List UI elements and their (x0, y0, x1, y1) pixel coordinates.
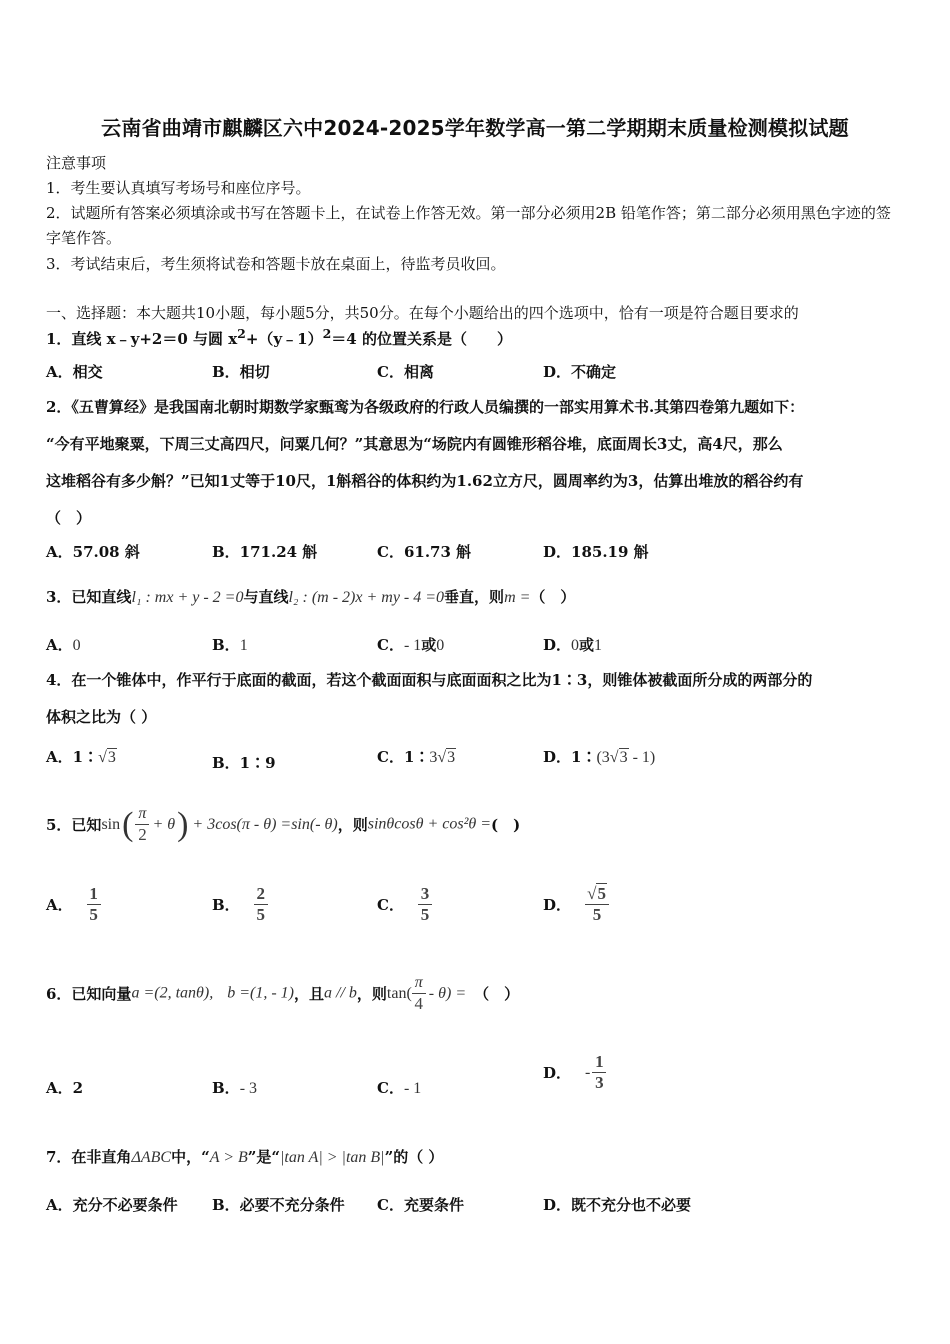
q7-option-d: D．既不充分也不必要 (543, 1196, 692, 1214)
q2-option-b: B．171.24 斛 (212, 543, 318, 561)
q3-text-2: 与直线 (243, 588, 289, 606)
q4-stem-line-2: 体积之比为（ ） (46, 708, 157, 726)
notice-heading: 注意事项 (46, 154, 107, 172)
q1-option-c: C．相离 (377, 363, 434, 381)
question-6-stem (46, 973, 519, 1014)
q1-stem-a: 1．直线 x﹣y+2＝0 与圆 x (46, 330, 238, 348)
q3-option-c: C．- 1或0 (377, 636, 445, 654)
q6-option-a: A．2 (46, 1079, 84, 1097)
exam-title: 云南省曲靖市麒麟区六中2024-2025学年数学高一第二学期期末质量检测模拟试题 (101, 116, 849, 140)
q6-vector-a: a =(2, tanθ), (131, 984, 214, 1002)
q5-option-d: D． $\frac{√5}{5}$ (543, 884, 609, 925)
q5-text-1: 5．已知 (46, 816, 102, 834)
q2-option-a: A．57.08 斜 (46, 543, 140, 561)
notice-item-3: 3．考试结束后，考生须将试卷和答题卡放在桌面上，待监考员收回。 (46, 255, 506, 273)
q5-option-b: B． $\frac{2}{5}$ (212, 884, 268, 925)
q1-stem-b: +（y﹣1） (245, 330, 323, 348)
q6-text-1: 6．已知向量 (46, 985, 132, 1003)
q6-text-2: ，且 (294, 985, 325, 1003)
q7-text-2: 中，“ (171, 1148, 210, 1166)
notice-item-2: 2．试题所有答案必须填涂或书写在答题卡上，在试卷上作答无效。第一部分必须用2B 铅笔作答；第二部分必须用黑色字迹的签字笔作答。 (46, 204, 891, 247)
question-3-stem (46, 586, 575, 607)
q6-option-d: D． - $\frac{1}{3}$ (543, 1052, 606, 1093)
q3-option-d: D．0或1 (543, 636, 603, 654)
q3-line-l2: l₂ : (m - 2)x + my - 4 =0 (288, 589, 445, 606)
q5-text-2: ，则 (337, 816, 368, 834)
q3-text-4: （ ） (530, 588, 576, 606)
q3-text-1: 3．已知直线 (46, 588, 132, 606)
question-5-stem (46, 804, 520, 845)
q6-option-b: B．- 3 (212, 1079, 258, 1097)
q6-text-3: ，则 (356, 985, 387, 1003)
q2-stem-line-4: （ ） (46, 509, 92, 527)
q4-option-b: B．1∶9 (212, 754, 276, 772)
q7-option-b: B．必要不充分条件 (212, 1196, 345, 1214)
q4-option-c: C．1∶3√3 (377, 748, 456, 766)
q7-text-4: ”的（ ） (384, 1148, 444, 1166)
q6-tan-expr: tan( $\frac{\pi}{4}$ - θ) = (386, 974, 467, 1013)
q2-stem-line-1: 2．《五曹算经》是我国南北朝时期数学家甄鸾为各级政府的行政人员编撰的一部实用算术书.其第四卷第九题如下： (46, 398, 805, 416)
section-choice-heading: 一、选择题：本大题共10小题，每小题5分，共50分。在每个小题给出的四个选项中，恰有一项是符合题目要求的 (46, 304, 799, 322)
q2-stem-line-3: 这堆稻谷有多少斛？”已知1丈等于10尺，1斛稻谷的体积约为1.62立方尺，圆周率约为3，估算出堆放的稻谷约有 (46, 472, 804, 490)
q5-equation: sin ( $\frac{\pi}{2}$ + θ ) + 3cos(π - θ) =sin(- θ) (101, 805, 338, 844)
q6-option-c: C．- 1 (377, 1079, 422, 1097)
q6-parallel: a // b (324, 984, 357, 1002)
q7-option-c: C．充要条件 (377, 1196, 464, 1214)
q3-line-l1: l₁ : mx + y - 2 =0 (131, 589, 244, 606)
q2-option-c: C．61.73 斛 (377, 543, 472, 561)
q1-stem-c: ＝4 的位置关系是（ ） (331, 330, 512, 348)
q6-text-4: （ ） (474, 985, 520, 1003)
q6-vector-b: b =(1, - 1) (227, 984, 294, 1002)
q1-option-b: B．相切 (212, 363, 270, 381)
q5-option-c: C． $\frac{3}{5}$ (377, 884, 432, 925)
q4-option-d: D．1∶(3√3 - 1) (543, 748, 656, 766)
question-1-stem (46, 326, 512, 349)
q7-text-1: 7．在非直角 (46, 1148, 132, 1166)
q4-stem-line-1: 4．在一个锥体中，作平行于底面的截面，若这个截面面积与底面面积之比为1∶3，则锥体被截面所分成的两部分的 (46, 671, 813, 689)
q1-option-a: A．相交 (46, 363, 103, 381)
q7-cond-2: |tan A| > |tan B| (280, 1149, 385, 1166)
notice-item-1: 1．考生要认真填写考场号和座位序号。 (46, 179, 311, 197)
q7-cond-1: A > B (209, 1149, 248, 1166)
q1-sup-2: 2 (322, 326, 332, 341)
q4-option-a: A．1∶√3 (46, 748, 116, 766)
q5-text-3: ( ) (491, 816, 521, 834)
q1-option-d: D．不确定 (543, 363, 617, 381)
q3-text-3: 垂直，则 (444, 588, 505, 606)
question-7-stem (46, 1146, 443, 1167)
q2-option-d: D．185.19 斛 (543, 543, 649, 561)
q7-option-a: A．充分不必要条件 (46, 1196, 178, 1214)
q1-sup-1: 2 (237, 326, 246, 341)
q7-triangle: ΔABC (131, 1149, 172, 1166)
q5-option-a: A． $\frac{1}{5}$ (46, 884, 101, 925)
q3-option-a: A．0 (46, 636, 81, 654)
q3-option-b: B．1 (212, 636, 248, 654)
q3-m-eq: m = (504, 589, 531, 606)
q5-target-expr: sinθcosθ + cos²θ = (367, 815, 492, 833)
q7-text-3: ”是“ (247, 1148, 281, 1166)
q2-stem-line-2: “今有平地聚粟，下周三丈高四尺，问粟几何？”其意思为“场院内有圆锥形稻谷堆，底面周长3丈，高4尺，那么 (46, 435, 783, 453)
